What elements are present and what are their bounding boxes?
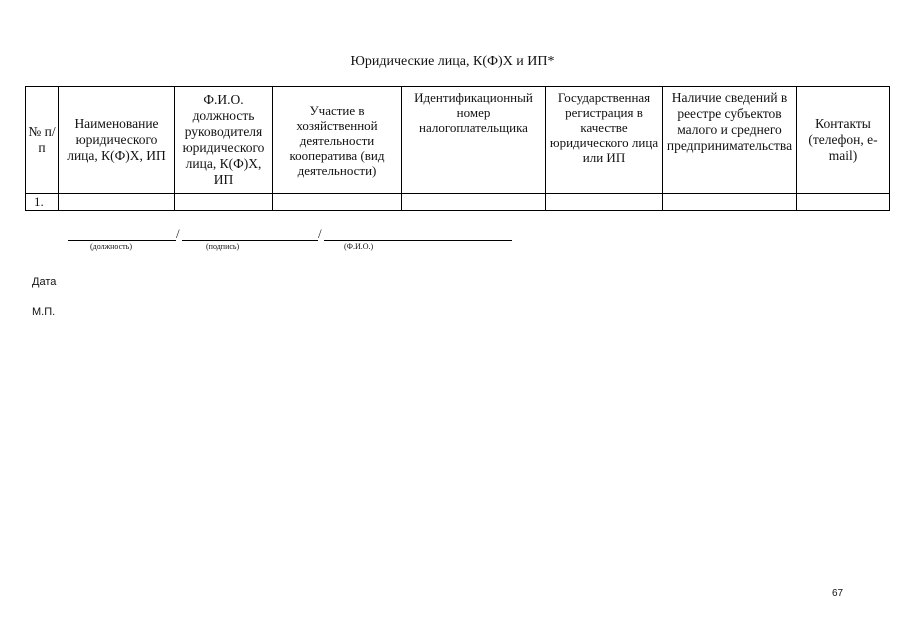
column-header-registration: Государственная регистрация в качестве юридического лица или ИП <box>546 87 663 194</box>
column-header-head: Ф.И.О. должность руководителя юридического лица, К(Ф)Х, ИП <box>175 87 273 194</box>
signature-line[interactable] <box>182 240 318 241</box>
position-line[interactable] <box>68 240 176 241</box>
table-cell[interactable] <box>663 194 797 211</box>
document-title: Юридические лица, К(Ф)Х и ИП* <box>350 54 555 69</box>
column-header-activity: Участие в хозяйственной деятельности кооператива (вид деятельности) <box>273 87 402 194</box>
table-cell[interactable] <box>402 194 546 211</box>
table-cell[interactable] <box>59 194 175 211</box>
signature-separator: / <box>318 226 322 241</box>
stamp-label: М.П. <box>32 306 56 318</box>
table-cell[interactable] <box>797 194 890 211</box>
table-cell[interactable] <box>175 194 273 211</box>
table-header-row <box>26 87 890 194</box>
full-name-caption: (Ф.И.О.) <box>344 242 374 251</box>
table-cell[interactable]: 1. <box>26 194 59 211</box>
column-header-contacts: Контакты (телефон, e-mail) <box>797 87 890 194</box>
participants-table <box>25 86 890 211</box>
column-header-name: Наименование юридического лица, К(Ф)Х, ИП <box>59 87 175 194</box>
date-label: Дата <box>32 276 57 288</box>
signature-caption: (подпись) <box>206 242 240 251</box>
column-header-inn: Идентификационный номер налогоплательщика <box>402 87 546 194</box>
column-header-sme-registry: Наличие сведений в реестре субъектов малого и среднего предпринимательства <box>663 87 797 194</box>
position-caption: (должность) <box>90 242 132 251</box>
page-number: 67 <box>832 588 844 599</box>
column-header-number: № п/п <box>26 87 59 194</box>
table-row <box>26 194 890 211</box>
table-cell[interactable] <box>273 194 402 211</box>
signature-separator: / <box>176 226 180 241</box>
full-name-line[interactable] <box>324 240 512 241</box>
table-cell[interactable] <box>546 194 663 211</box>
